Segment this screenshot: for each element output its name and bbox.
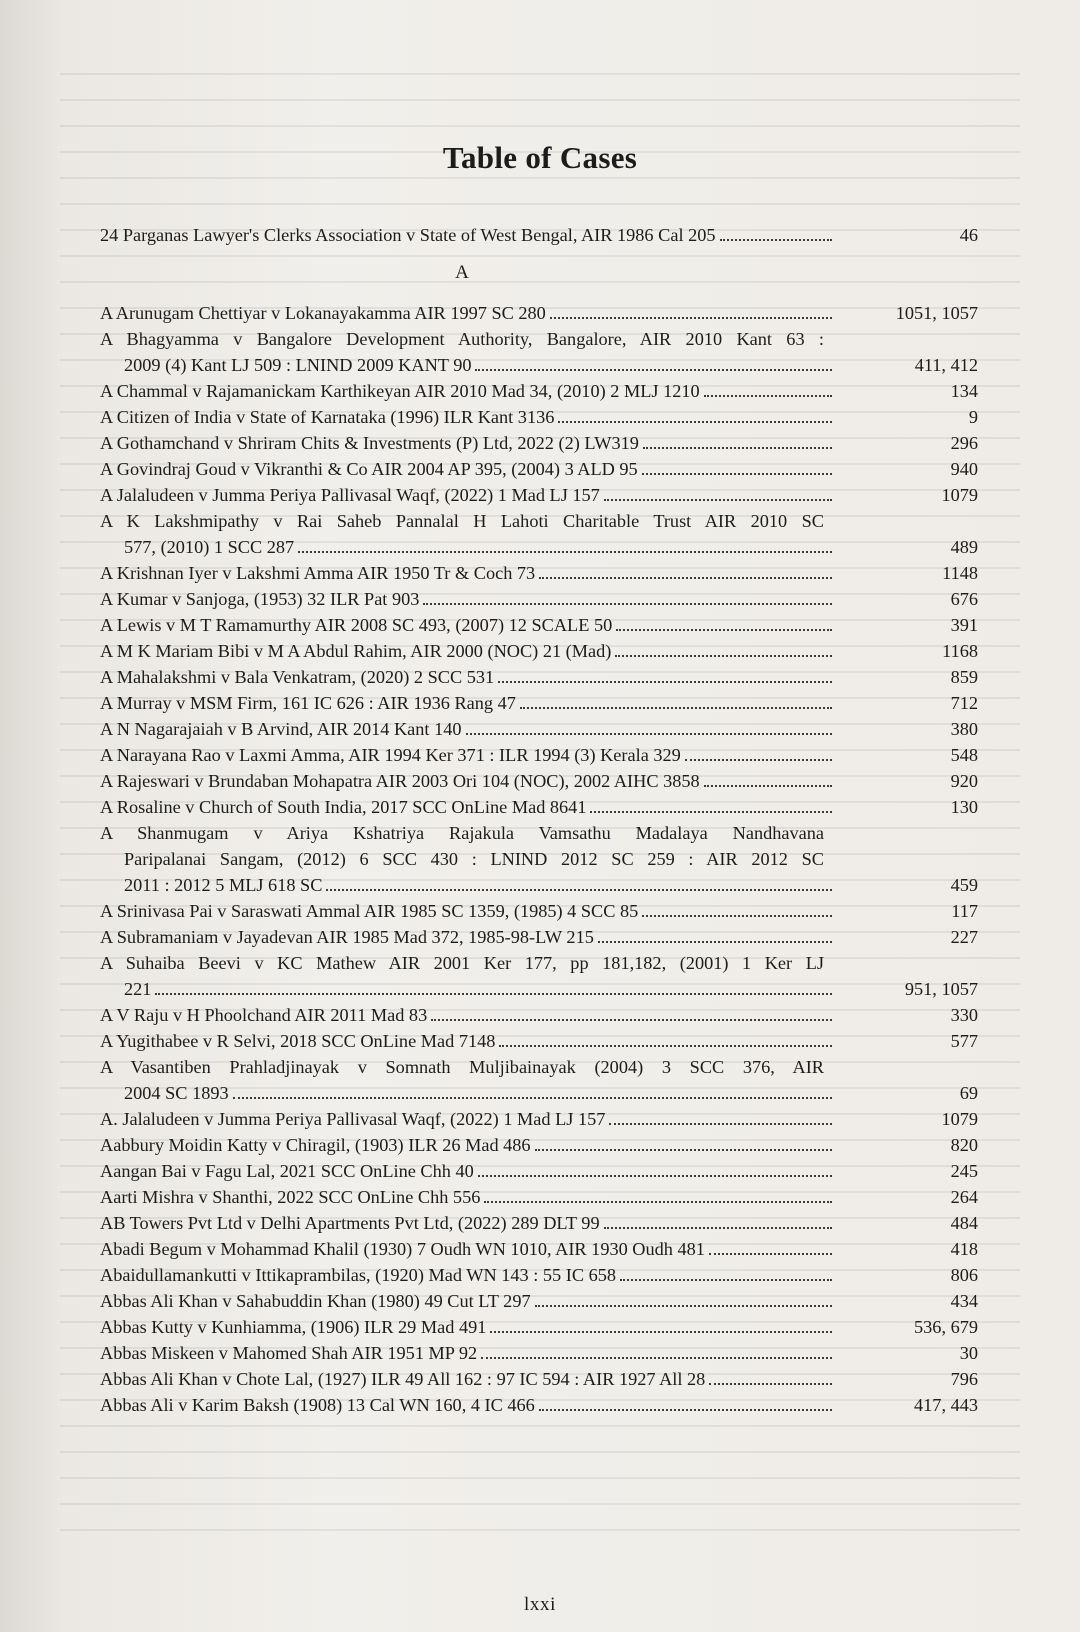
case-citation: A M K Mariam Bibi v M A Abdul Rahim, AIR 2000 (NOC) 21 (Mad) — [100, 641, 612, 661]
case-pages: 536, 679 — [914, 1317, 978, 1337]
leader-dots — [520, 706, 832, 709]
case-pages: 806 — [950, 1265, 978, 1285]
leader-dots — [535, 1148, 832, 1151]
leader-dots — [590, 810, 832, 813]
leader-dots — [550, 316, 832, 319]
case-pages: 296 — [950, 433, 978, 453]
leader-dots — [155, 992, 832, 995]
case-pages: 264 — [950, 1187, 978, 1207]
case-entry — [100, 1028, 978, 1054]
case-pages: 9 — [968, 407, 978, 427]
leader-dots — [720, 238, 832, 241]
case-pages: 418 — [950, 1239, 978, 1259]
leader-dots — [535, 1304, 832, 1307]
case-citation: AB Towers Pvt Ltd v Delhi Apartments Pvt Ltd, (2022) 289 DLT 99 — [100, 1213, 600, 1233]
case-citation: A. Jalaludeen v Jumma Periya Pallivasal Waqf, (2022) 1 Mad LJ 157 — [100, 1109, 606, 1129]
case-pages: 920 — [950, 771, 978, 791]
leader-dots — [423, 602, 832, 605]
case-citation: A Murray v MSM Firm, 161 IC 626 : AIR 1936 Rang 47 — [100, 693, 516, 713]
case-citation: A V Raju v H Phoolchand AIR 2011 Mad 83 — [100, 1005, 428, 1025]
case-pages: 1079 — [941, 485, 978, 505]
case-citation: A Subramaniam v Jayadevan AIR 1985 Mad 372, 1985-98-LW 215 — [100, 927, 594, 947]
case-entry — [100, 404, 978, 430]
case-citation: A Kumar v Sanjoga, (1953) 32 ILR Pat 903 — [100, 589, 420, 609]
case-pages: 951, 1057 — [904, 979, 978, 999]
case-citation-line: A K Lakshmipathy v Rai Saheb Pannalal H Lahoti Charitable Trust AIR 2010 SC — [100, 511, 824, 531]
case-citation-line: 2004 SC 1893 — [124, 1083, 229, 1103]
leader-dots — [298, 550, 832, 553]
case-pages: 227 — [950, 927, 978, 947]
leader-dots — [609, 1122, 832, 1125]
case-citation-line: A Suhaiba Beevi v KC Mathew AIR 2001 Ker 177, pp 181,182, (2001) 1 Ker LJ — [100, 953, 824, 973]
case-citation: A Narayana Rao v Laxmi Amma, AIR 1994 Ker 371 : ILR 1994 (3) Kerala 329 — [100, 745, 681, 765]
case-citation: 24 Parganas Lawyer's Clerks Association v State of West Bengal, AIR 1986 Cal 205 — [100, 225, 716, 245]
case-entry — [100, 456, 978, 482]
case-entry — [100, 716, 978, 742]
case-entry — [100, 820, 978, 898]
case-citation-line: A Shanmugam v Ariya Kshatriya Rajakula Vamsathu Madalaya Nandhavana — [100, 823, 824, 843]
case-pages: 548 — [950, 745, 978, 765]
case-entry — [100, 1054, 978, 1106]
case-pages: 484 — [950, 1213, 978, 1233]
case-entry — [100, 794, 978, 820]
case-pages: 859 — [950, 667, 978, 687]
case-pages: 1148 — [942, 563, 978, 583]
case-citation-line: 577, (2010) 1 SCC 287 — [124, 537, 295, 557]
case-citation: Aarti Mishra v Shanthi, 2022 SCC OnLine Chh 556 — [100, 1187, 481, 1207]
case-entry — [100, 664, 978, 690]
case-entry — [100, 1158, 978, 1184]
case-citation-tail — [100, 872, 978, 898]
case-pages: 459 — [950, 875, 978, 895]
case-entry — [100, 924, 978, 950]
case-citation: A Rajeswari v Brundaban Mohapatra AIR 2003 Ori 104 (NOC), 2002 AIHC 3858 — [100, 771, 700, 791]
table-of-cases-list — [100, 222, 978, 1418]
case-pages: 676 — [950, 589, 978, 609]
case-citation: A Krishnan Iyer v Lakshmi Amma AIR 1950 Tr & Coch 73 — [100, 563, 536, 583]
case-pages: 417, 443 — [914, 1395, 978, 1415]
leader-dots — [499, 1044, 832, 1047]
case-pages: 330 — [950, 1005, 978, 1025]
leader-dots — [475, 368, 832, 371]
case-pages: 820 — [950, 1135, 978, 1155]
leader-dots — [484, 1200, 832, 1203]
leader-dots — [498, 680, 832, 683]
case-pages: 1051, 1057 — [895, 303, 978, 323]
leader-dots — [604, 1226, 832, 1229]
case-citation: Abbas Miskeen v Mahomed Shah AIR 1951 MP 92 — [100, 1343, 478, 1363]
case-entry — [100, 1314, 978, 1340]
leader-dots — [616, 628, 832, 631]
case-citation: Abadi Begum v Mohammad Khalil (1930) 7 Oudh WN 1010, AIR 1930 Oudh 481 — [100, 1239, 705, 1259]
case-entry — [100, 690, 978, 716]
case-citation-line: A Vasantiben Prahladjinayak v Somnath Muljibainayak (2004) 3 SCC 376, AIR — [100, 1057, 824, 1077]
case-pages: 134 — [950, 381, 978, 401]
case-citation: A Arunugam Chettiyar v Lokanayakamma AIR 1997 SC 280 — [100, 303, 546, 323]
leader-dots — [643, 446, 832, 449]
case-entry — [100, 430, 978, 456]
case-entry — [100, 560, 978, 586]
case-citation: A Srinivasa Pai v Saraswati Ammal AIR 1985 SC 1359, (1985) 4 SCC 85 — [100, 901, 639, 921]
case-pages: 940 — [950, 459, 978, 479]
case-citation: Abbas Ali Khan v Chote Lal, (1927) ILR 49 All 162 : 97 IC 594 : AIR 1927 All 28 — [100, 1369, 706, 1389]
case-entry — [100, 742, 978, 768]
page-number: lxxi — [524, 1594, 556, 1615]
leader-dots — [466, 732, 832, 735]
case-pages: 245 — [950, 1161, 978, 1181]
case-citation-line: Paripalanai Sangam, (2012) 6 SCC 430 : LNIND 2012 SC 259 : AIR 2012 SC — [124, 849, 824, 869]
case-citation: Abaidullamankutti v Ittikaprambilas, (1920) Mad WN 143 : 55 IC 658 — [100, 1265, 617, 1285]
leader-dots — [620, 1278, 832, 1281]
case-pages: 411, 412 — [914, 355, 978, 375]
case-pages: 69 — [959, 1083, 978, 1103]
leader-dots — [642, 914, 832, 917]
case-citation: A N Nagarajaiah v B Arvind, AIR 2014 Kant 140 — [100, 719, 462, 739]
case-entry — [100, 1236, 978, 1262]
case-pages: 30 — [959, 1343, 978, 1363]
case-citation-line: 221 — [124, 979, 152, 999]
case-pages: 46 — [959, 225, 978, 245]
case-entry — [100, 1106, 978, 1132]
case-entry — [100, 222, 978, 248]
leader-dots — [490, 1330, 832, 1333]
leader-dots — [709, 1252, 832, 1255]
case-citation-tail — [100, 976, 978, 1002]
case-pages: 489 — [950, 537, 978, 557]
case-citation-tail — [100, 352, 978, 378]
case-entry — [100, 508, 978, 560]
case-pages: 1168 — [942, 641, 978, 661]
leader-dots — [539, 576, 832, 579]
case-pages: 1079 — [941, 1109, 978, 1129]
case-citation: A Govindraj Goud v Vikranthi & Co AIR 2004 AP 395, (2004) 3 ALD 95 — [100, 459, 638, 479]
leader-dots — [704, 394, 832, 397]
case-pages: 796 — [950, 1369, 978, 1389]
leader-dots — [539, 1408, 832, 1411]
leader-dots — [685, 758, 832, 761]
case-entry — [100, 378, 978, 404]
leader-dots — [326, 888, 832, 891]
case-citation: Abbas Ali v Karim Baksh (1908) 13 Cal WN 160, 4 IC 466 — [100, 1395, 535, 1415]
case-pages: 130 — [950, 797, 978, 817]
case-entry — [100, 1288, 978, 1314]
leader-dots — [642, 472, 832, 475]
case-citation: Aabbury Moidin Katty v Chiragil, (1903) ILR 26 Mad 486 — [100, 1135, 531, 1155]
leader-dots — [558, 420, 832, 423]
case-entry — [100, 950, 978, 1002]
case-entry — [100, 1340, 978, 1366]
case-citation-tail — [100, 534, 978, 560]
leader-dots — [709, 1382, 832, 1385]
case-entry — [100, 1002, 978, 1028]
case-entry — [100, 1392, 978, 1418]
case-pages: 434 — [950, 1291, 978, 1311]
case-entry — [100, 1366, 978, 1392]
case-citation: A Jalaludeen v Jumma Periya Pallivasal Waqf, (2022) 1 Mad LJ 157 — [100, 485, 600, 505]
case-entry — [100, 326, 978, 378]
case-citation-line: 2011 : 2012 5 MLJ 618 SC — [124, 875, 323, 895]
case-entry — [100, 586, 978, 612]
leader-dots — [431, 1018, 832, 1021]
case-citation: A Yugithabee v R Selvi, 2018 SCC OnLine Mad 7148 — [100, 1031, 496, 1051]
case-entry — [100, 1262, 978, 1288]
case-entry — [100, 898, 978, 924]
case-citation: Abbas Ali Khan v Sahabuddin Khan (1980) 49 Cut LT 297 — [100, 1291, 531, 1311]
case-pages: 712 — [950, 693, 978, 713]
case-entry — [100, 612, 978, 638]
case-citation: A Mahalakshmi v Bala Venkatram, (2020) 2 SCC 531 — [100, 667, 495, 687]
leader-dots — [481, 1356, 832, 1359]
case-citation: A Lewis v M T Ramamurthy AIR 2008 SC 493, (2007) 12 SCALE 50 — [100, 615, 613, 635]
case-citation: A Rosaline v Church of South India, 2017 SCC OnLine Mad 8641 — [100, 797, 587, 817]
case-pages: 380 — [950, 719, 978, 739]
case-pages: 117 — [951, 901, 978, 921]
leader-dots — [598, 940, 832, 943]
leader-dots — [233, 1096, 832, 1099]
leader-dots — [615, 654, 832, 657]
case-citation: Aangan Bai v Fagu Lal, 2021 SCC OnLine Chh 40 — [100, 1161, 474, 1181]
case-citation: A Chammal v Rajamanickam Karthikeyan AIR 2010 Mad 34, (2010) 2 MLJ 1210 — [100, 381, 700, 401]
page-title: Table of Cases — [442, 140, 638, 175]
case-citation-tail — [100, 1080, 978, 1106]
case-entry — [100, 1132, 978, 1158]
case-citation: A Citizen of India v State of Karnataka (1996) ILR Kant 3136 — [100, 407, 555, 427]
case-entry — [100, 1184, 978, 1210]
leader-dots — [704, 784, 832, 787]
section-letter: A — [455, 262, 469, 283]
leader-dots — [478, 1174, 832, 1177]
case-pages: 391 — [950, 615, 978, 635]
case-citation: Abbas Kutty v Kunhiamma, (1906) ILR 29 Mad 491 — [100, 1317, 487, 1337]
case-entry — [100, 300, 978, 326]
case-entry — [100, 638, 978, 664]
case-citation-line: 2009 (4) Kant LJ 509 : LNIND 2009 KANT 90 — [124, 355, 472, 375]
case-pages: 577 — [950, 1031, 978, 1051]
leader-dots — [604, 498, 832, 501]
case-entry — [100, 768, 978, 794]
case-entry — [100, 482, 978, 508]
case-entry — [100, 1210, 978, 1236]
case-citation-line: A Bhagyamma v Bangalore Development Authority, Bangalore, AIR 2010 Kant 63 : — [100, 329, 824, 349]
case-citation: A Gothamchand v Shriram Chits & Investments (P) Ltd, 2022 (2) LW319 — [100, 433, 639, 453]
